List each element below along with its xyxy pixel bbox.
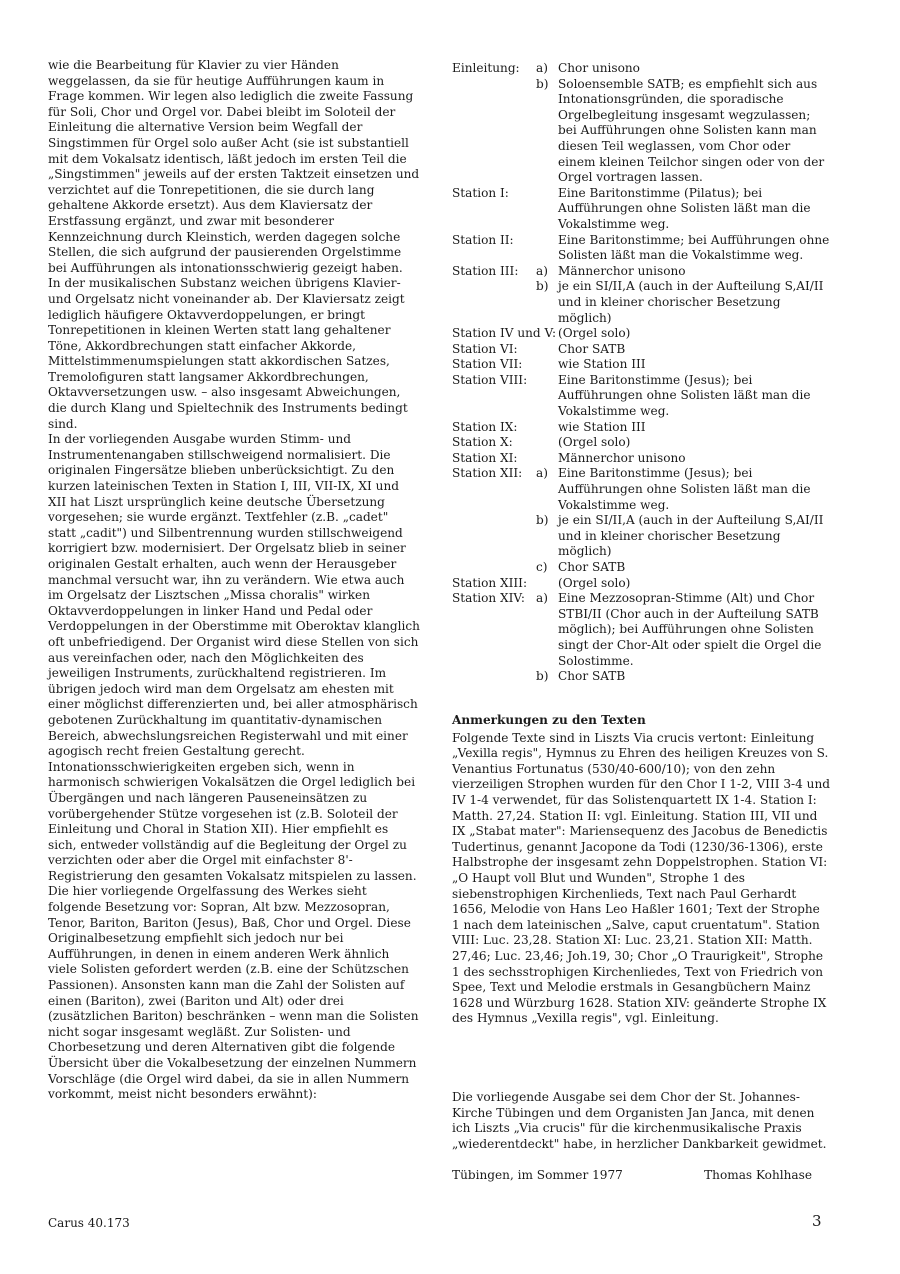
- scoring-entry: [452, 420, 830, 436]
- scoring-marker: b): [536, 76, 549, 91]
- scoring-entry: [452, 373, 830, 420]
- scoring-label: Station XIV:: [452, 591, 525, 606]
- scoring-label: Einleitung:: [452, 61, 520, 75]
- scoring-entry: [452, 435, 830, 451]
- scoring-label: Station VIII:: [452, 372, 528, 387]
- scoring-text: Eine Baritonstimme (Pilatus); bei Aufführungen ohne Solisten läßt man die Vokalstimme weg.: [558, 185, 811, 231]
- scoring-entry: [452, 513, 830, 560]
- signature-line: [452, 1168, 812, 1182]
- scoring-marker: b): [536, 669, 549, 684]
- scoring-entry: [452, 77, 830, 186]
- scoring-label: [452, 77, 536, 186]
- scoring-text: Eine Baritonstimme (Jesus); bei Aufführungen ohne Solisten läßt man die Vokalstimme weg.: [558, 372, 811, 419]
- scoring-entry: [452, 669, 830, 685]
- notes-body: Folgende Texte sind in Liszts Via crucis vertont: Einleitung „Vexilla regis", Hymnus zu Ehren des heiligen Kreuzes von S. Venantius Fortunatus (530/40-600/10); von den zehn vierzeiligen Strophen wurden für den Chor I 1-2, VIII 3-4 und IV 1-4 verwendet, für das Solistenquartett IX 1-4. Station I: Matth. 27,24. Station II: vgl. Einleitung. Station III, VII und IX „Stabat mater": Mariensequenz des Jacobus de Benedictis Tudertinus, genannt Jacopone da Todi (1230/36-1306), erste Halbstrophe der insgesamt zehn Doppelstrophen. Station VI: „O Haupt voll Blut und Wunden", Strophe 1 des siebenstrophigen Kirchenlieds, Text nach Paul Gerhardt 1656, Melodie von Hans Leo Haßler 1601; Text der Strophe 1 nach dem lateinischen „Salve, caput cruentatum". Station VIII: Luc. 23,28. Station XI: Luc. 23,21. Station XII: Matth. 27,46; Luc. 23,46; Joh.19, 30; Chor „O Traurigkeit", Strophe 1 des sechsstrophigen Kirchenliedes, Text von Friedrich von Spee, Text und Melodie erstmals in Gesangbüchern Mainz 1628 und Würzburg 1628. Station XIV: geänderte Strophe IX des Hymnus „Vexilla regis", vgl. Einleitung.: [452, 730, 830, 1026]
- scoring-text: wie Station III: [558, 419, 646, 434]
- scoring-overview: [452, 61, 830, 685]
- scoring-entry: [452, 61, 830, 77]
- scoring-marker: b): [536, 279, 549, 294]
- scoring-marker: a): [536, 591, 548, 606]
- scoring-marker: a): [536, 466, 548, 481]
- scoring-marker: b): [536, 513, 549, 528]
- scoring-marker: a): [536, 263, 548, 278]
- scoring-entry: [452, 357, 830, 373]
- scoring-entry: [452, 342, 830, 358]
- scoring-text: (Orgel solo): [558, 435, 631, 450]
- scoring-entry: [452, 576, 830, 592]
- scoring-entry: [452, 466, 830, 513]
- scoring-text: Chor SATB: [558, 560, 626, 574]
- scoring-text: (Orgel solo): [558, 326, 631, 341]
- scoring-label: Station X:: [452, 435, 513, 450]
- paragraph: In der vorliegenden Ausgabe wurden Stimm- und Instrumentenangaben stillschweigend normalisiert. Die originalen Fingersätze blieben unberücksichtigt. Zu den kurzen lateinischen Texten in Station I, III, VII-IX, XI und XII hat Liszt ursprünglich keine deutsche Übersetzung vorgesehen; sie wurde ergänzt. Textfehler (z.B. „cadet" statt „cadit") und Silbentrennung wurden stillschweigend korrigiert bzw. modernisiert. Der Orgelsatz blieb in seiner originalen Gestalt erhalten, auch wenn der Herausgeber manchmal versucht war, ihn zu verändern. Wie etwa auch im Orgelsatz der Lisztschen „Missa choralis" wirken Oktavverdoppelungen in linker Hand und Pedal oder Verdoppelungen in der Oberstimme mit Oberoktav klanglich oft unbefriedigend. Der Organist wird diese Stellen von sich aus vereinfachen oder, nach den Möglichkeiten des jeweiligen Instruments, zurückhaltend registrieren. Im übrigen jedoch wird man dem Orgelsatz am ehesten mit einer möglichst differenzierten und, bei aller atmosphärisch gebotenen Zurückhaltung im quantitativ-dynamischen Bereich, abwechslungsreichen Registerwahl und mit einer agogisch recht freien Gestaltung gerecht.: [48, 432, 420, 759]
- paragraph: In der musikalischen Substanz weichen übrigens Klavier- und Orgelsatz nicht voneinander ab. Der Klaviersatz zeigt lediglich häufigere Oktavverdoppelungen, er bringt Tonrepetitionen in kleinen Werten statt lang gehaltener Töne, Akkordbrechungen statt einfacher Akkorde, Mittelstimmenumspielungen statt akkordischen Satzes, Tremolofiguren statt langsamer Akkordbrechungen, Oktavversetzungen usw. – also insgesamt Abweichungen, die durch Klang und Spieltechnik des Instruments bedingt sind.: [48, 276, 408, 431]
- scoring-text: Chor SATB: [558, 341, 626, 356]
- scoring-entry: [452, 591, 830, 669]
- scoring-text: Eine Mezzosopran-Stimme (Alt) und Chor STBI/II (Chor auch in der Aufteilung SATB möglich); bei Aufführungen ohne Solisten singt der Chor-Alt oder spielt die Orgel die Solostimme.: [558, 591, 822, 668]
- paragraph: Die hier vorliegende Orgelfassung des Werkes sieht folgende Besetzung vor: Sopran, Alt bzw. Mezzosopran, Tenor, Bariton, Bariton (Jesus), Baß, Chor und Orgel. Diese Originalbesetzung empfiehlt sich jedoch nur bei Aufführungen, in denen in einem anderen Werk ähnlich viele Solisten gefordert werden (z.B. eine der Schützschen Passionen). Ansonsten kann man die Zahl der Solisten auf einen (Bariton), zwei (Bariton und Alt) oder drei (zusätzlichen Bariton) beschränken – wenn man die Solisten nicht sogar insgesamt wegläßt. Zur Solisten- und Chorbesetzung und deren Alternativen gibt die folgende Übersicht über die Vokalbesetzung der einzelnen Nummern Vorschläge (die Orgel wird dabei, da sie in allen Nummern vorkommt, meist nicht besonders erwähnt):: [48, 884, 419, 1102]
- author-name: Thomas Kohlhase: [704, 1168, 812, 1182]
- notes-heading: Anmerkungen zu den Texten: [452, 713, 646, 727]
- scoring-label: Station XIII:: [452, 575, 528, 590]
- scoring-text: je ein SI/II,A (auch in der Aufteilung S,AI/II und in kleiner chorischer Besetzung möglich): [558, 513, 824, 559]
- scoring-entry: [452, 264, 830, 280]
- catalog-number: Carus 40.173: [48, 1216, 130, 1230]
- scoring-label: Station VII:: [452, 357, 523, 372]
- scoring-text: wie Station III: [558, 357, 646, 372]
- scoring-text: Männerchor unisono: [558, 450, 686, 465]
- scoring-marker: [536, 233, 558, 264]
- scoring-label: Station VI:: [452, 341, 518, 356]
- scoring-label: [452, 279, 536, 326]
- scoring-entry: [452, 279, 830, 326]
- scoring-label: Station IV und V:: [452, 326, 557, 341]
- page-number: 3: [812, 1212, 822, 1230]
- scoring-text: Männerchor unisono: [558, 263, 686, 278]
- scoring-entry: [452, 233, 830, 264]
- scoring-text: Soloensemble SATB; es empfiehlt sich aus Intonationsgründen, die sporadische Orgelbegleitung insgesamt wegzulassen; bei Aufführungen ohne Solisten kann man diesen Teil weglassen, vom Chor oder einem kleinen Teilchor singen oder von der Orgel vortragen lassen.: [558, 76, 825, 185]
- scoring-text: Chor unisono: [558, 61, 640, 75]
- scoring-marker: a): [536, 61, 548, 75]
- place-date: Tübingen, im Sommer 1977: [452, 1168, 623, 1182]
- scoring-label: [452, 513, 536, 560]
- scoring-text: (Orgel solo): [558, 575, 631, 590]
- scoring-label: Station XII:: [452, 466, 523, 481]
- body-text-left-column: [48, 58, 420, 1103]
- scoring-entry: [452, 451, 830, 467]
- scoring-entry: [452, 326, 830, 342]
- scoring-label: Station XI:: [452, 450, 518, 465]
- paragraph: wie die Bearbeitung für Klavier zu vier Händen weggelassen, da sie für heutige Aufführungen kaum in Frage kommen. Wir legen also lediglich die zweite Fassung für Soli, Chor und Orgel vor. Dabei bleibt im Soloteil der Einleitung die alternative Version beim Wegfall der Singstimmen für Orgel solo außer Acht (sie ist substantiell mit dem Vokalsatz identisch, läßt jedoch im ersten Teil die „Singstimmen" jeweils auf der ersten Taktzeit einsetzen und verzichtet auf die Tonrepetitionen, die sie durch lang gehaltene Akkorde ersetzt). Aus dem Klaviersatz der Erstfassung ergänzt, und zwar mit besonderer Kennzeichnung durch Kleinstich, werden dagegen solche Stellen, die sich aufgrund der pausierenden Orgelstimme bei Aufführungen als intonationsschwierig gezeigt haben.: [48, 58, 420, 275]
- scoring-entry: [452, 186, 830, 233]
- scoring-text: Eine Baritonstimme; bei Aufführungen ohne Solisten läßt man die Vokalstimme weg.: [558, 232, 830, 263]
- notes-section: [452, 713, 830, 1027]
- scoring-text: Eine Baritonstimme (Jesus); bei Aufführungen ohne Solisten läßt man die Vokalstimme weg.: [558, 466, 811, 512]
- scoring-text: Chor SATB: [558, 669, 626, 684]
- scoring-label: [452, 560, 536, 576]
- scoring-marker: c): [536, 560, 548, 574]
- scoring-label: Station IX:: [452, 419, 518, 434]
- scoring-label: Station II:: [452, 232, 514, 247]
- scoring-marker: [536, 186, 558, 233]
- scoring-entry: [452, 560, 830, 576]
- scoring-text: je ein SI/II,A (auch in der Aufteilung S,AI/II und in kleiner chorischer Besetzung möglich): [558, 279, 824, 325]
- scoring-label: Station III:: [452, 263, 519, 278]
- scoring-label: [452, 669, 536, 685]
- dedication: Die vorliegende Ausgabe sei dem Chor der St. Johannes-Kirche Tübingen und dem Organisten Jan Janca, mit denen ich Liszts „Via crucis" für die kirchenmusikalische Praxis „wiederentdeckt" habe, in herzlicher Dankbarkeit gewidmet.: [452, 1090, 827, 1151]
- paragraph: Intonationsschwierigkeiten ergeben sich, wenn in harmonisch schwierigen Vokalsätzen die Orgel lediglich bei Übergängen und nach längeren Pauseneinsätzen zu vorübergehender Stütze vorgesehen ist (z.B. Soloteil der Einleitung und Choral in Station XII). Hier empfiehlt es sich, entweder vollständig auf die Begleitung der Orgel zu verzichten oder aber die Orgel mit einfachster 8'-Registrierung den gesamten Vokalsatz mitspielen zu lassen.: [48, 759, 417, 883]
- scoring-label: Station I:: [452, 185, 509, 200]
